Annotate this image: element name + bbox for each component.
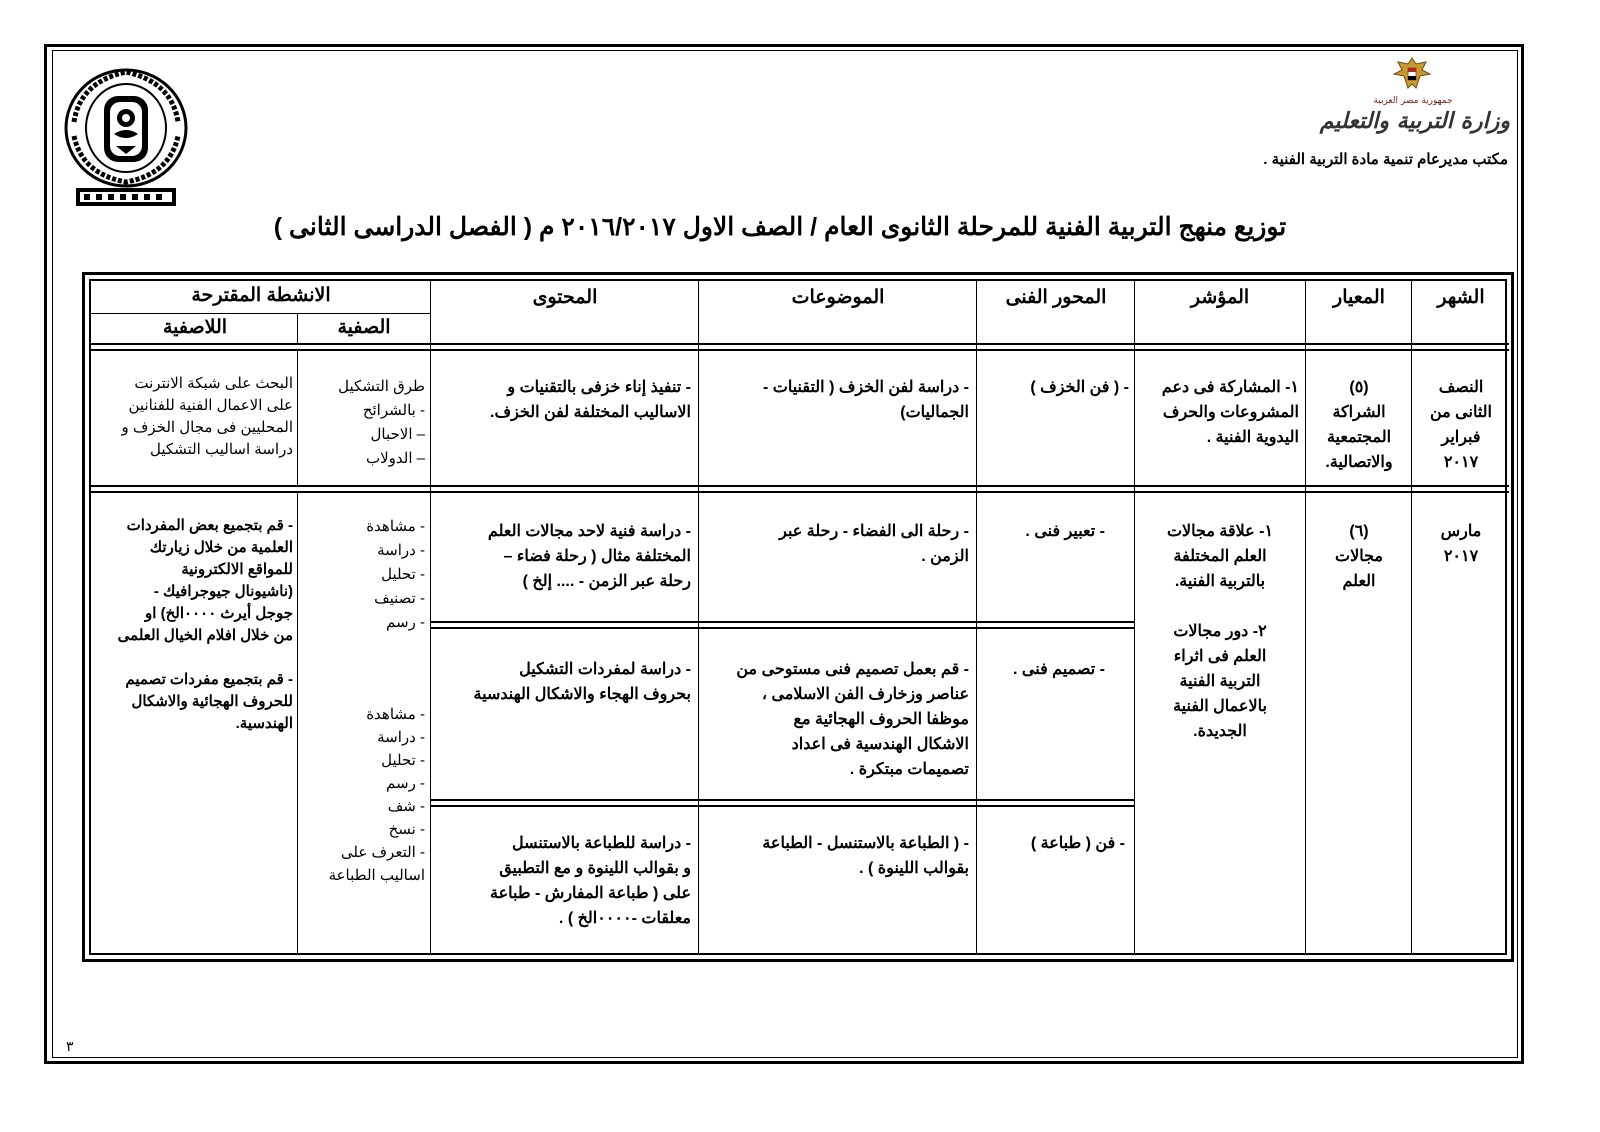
office-seal-logo <box>60 62 192 212</box>
row2-sub1-content: - دراسة فنية لاحد مجالات العلم المختلفة مثال ( رحلة فضاء – رحلة عبر الزمن - .... إلخ ) <box>487 523 691 590</box>
egypt-eagle-icon <box>1392 54 1432 94</box>
table-inner-border <box>89 279 1507 281</box>
header-separator <box>89 343 1509 345</box>
col-line <box>297 491 298 955</box>
row2-indicator: ١- علاقة مجالات العلم المختلفة بالتربية الفنية. ٢- دور مجالات العلم فى اثراء التربية الفنية بالاعمال الفنية الجديدة. <box>1166 523 1274 740</box>
row2-standard: (٦) مجالات العلم <box>1335 523 1383 590</box>
header-extracurricular: اللاصفية <box>162 317 228 338</box>
row1-standard: (٥) الشراكة المجتمعية والاتصالية. <box>1325 379 1393 471</box>
subrow-separator <box>431 621 1135 623</box>
curriculum-table <box>82 272 1514 962</box>
row1-month: النصف الثانى من فبراير ٢٠١٧ <box>1429 379 1492 471</box>
col-line <box>1134 279 1135 955</box>
col-line <box>976 279 977 955</box>
row1-extracurricular: البحث على شبكة الانترنت على الاعمال الفنية للفنانين المحليين فى مجال الخزف و دراسة اساليب التشكيل <box>121 375 293 458</box>
subrow-separator <box>431 627 1135 629</box>
row1-classroom: طرق التشكيل - بالشرائح – الاحبال – الدولاب <box>338 378 425 467</box>
row2-extracurricular: - قم بتجميع بعض المفردات العلمية من خلال زيارتك للمواقع الالكترونية (ناشيونال جيوجرافيك - جوجل أيرث ٠٠٠٠الخ) او من خلال افلام الخيال العلمى - قم بتجميع مفردات تصميم للحروف الهجائية والاشكال الهندسية. <box>117 517 293 732</box>
row2-month: مارس ٢٠١٧ <box>1440 523 1482 565</box>
row2-sub3-art-axis: - فن ( طباعة ) <box>1030 835 1125 852</box>
col-line <box>1305 279 1306 955</box>
row2-sub2-art-axis: - تصميم فنى . <box>1013 661 1105 678</box>
svg-text:مكتب مستشار التربية الفنية - و: مكتب مستشار التربية الفنية - وزارة التربية والتعليم <box>126 212 148 213</box>
row2-sub2-topics: - قم بعمل تصميم فنى مستوحى من عناصر وزخارف الفن الاسلامى ، موظفا الحروف الهجائية مع الاشكال الهندسية فى اعداد تصميمات مبتكرة . <box>736 661 969 778</box>
row2-sub3-topics: - ( الطباعة بالاستنسل - الطباعة بقوالب اللينوة ) . <box>762 835 969 877</box>
page-title: توزيع منهج التربية الفنية للمرحلة الثانوى العام / الصف الاول ٢٠١٦/٢٠١٧ م ( الفصل الدراسى الثانى ) <box>273 213 1287 241</box>
header-standard: المعيار <box>1333 287 1385 308</box>
page-number: ٣ <box>66 1038 74 1054</box>
header-separator <box>89 349 1509 351</box>
header-topics: الموضوعات <box>791 287 885 308</box>
row1-art-axis: - ( فن الخزف ) <box>1030 379 1129 396</box>
row2-sub3-content: - دراسة للطباعة بالاستنسل و بقوالب اللينوة و مع التطبيق على ( طباعة المفارش - طباعة معلقات -٠٠٠٠الخ ) . <box>490 835 691 927</box>
republic-label: جمهورية مصر العربية <box>1373 96 1453 106</box>
col-line <box>297 349 298 487</box>
col-line <box>1411 279 1412 955</box>
col-line <box>430 279 431 955</box>
table-inner-border <box>89 953 1507 955</box>
header-month: الشهر <box>1437 287 1485 308</box>
header-indicator: المؤشر <box>1190 287 1250 308</box>
header-activities: الانشطة المقترحة <box>191 285 331 306</box>
row2-sub2-content: - دراسة لمفردات التشكيل بحروف الهجاء والاشكال الهندسية <box>473 661 691 703</box>
ministry-name: وزارة التربية والتعليم <box>1319 108 1510 134</box>
row2-sub1-art-axis: - تعبير فنى . <box>1025 523 1105 540</box>
subrow-separator <box>431 799 1135 801</box>
col-line <box>297 313 298 345</box>
table-inner-border <box>89 279 91 955</box>
row2-sub1-topics: - رحلة الى الفضاء - رحلة عبر الزمن . <box>779 523 969 565</box>
office-name: مكتب مديرعام تنمية مادة التربية الفنية . <box>1263 151 1508 168</box>
row1-topics: - دراسة لفن الخزف ( التقنيات - الجماليات) <box>763 379 969 421</box>
header-content: المحتوى <box>532 287 598 308</box>
activities-split <box>89 313 431 314</box>
row2-classroom-b: - مشاهدة - دراسة - تحليل - رسم - شف - نسخ - التعرف على اساليب الطباعة <box>328 706 425 884</box>
row-separator <box>89 491 1509 493</box>
col-line <box>698 279 699 955</box>
row1-content: - تنفيذ إناء خزفى بالتقنيات و الاساليب المختلفة لفن الخزف. <box>490 379 691 421</box>
header-classroom: الصفية <box>337 317 391 338</box>
row2-classroom-a: - مشاهدة - دراسة - تحليل - تصنيف - رسم <box>366 518 425 631</box>
row-separator <box>89 485 1509 487</box>
header-art-axis: المحور الفنى <box>1005 287 1107 308</box>
subrow-separator <box>431 805 1135 807</box>
row1-indicator: ١- المشاركة فى دعم المشروعات والحرف اليدوية الفنية . <box>1161 379 1299 446</box>
